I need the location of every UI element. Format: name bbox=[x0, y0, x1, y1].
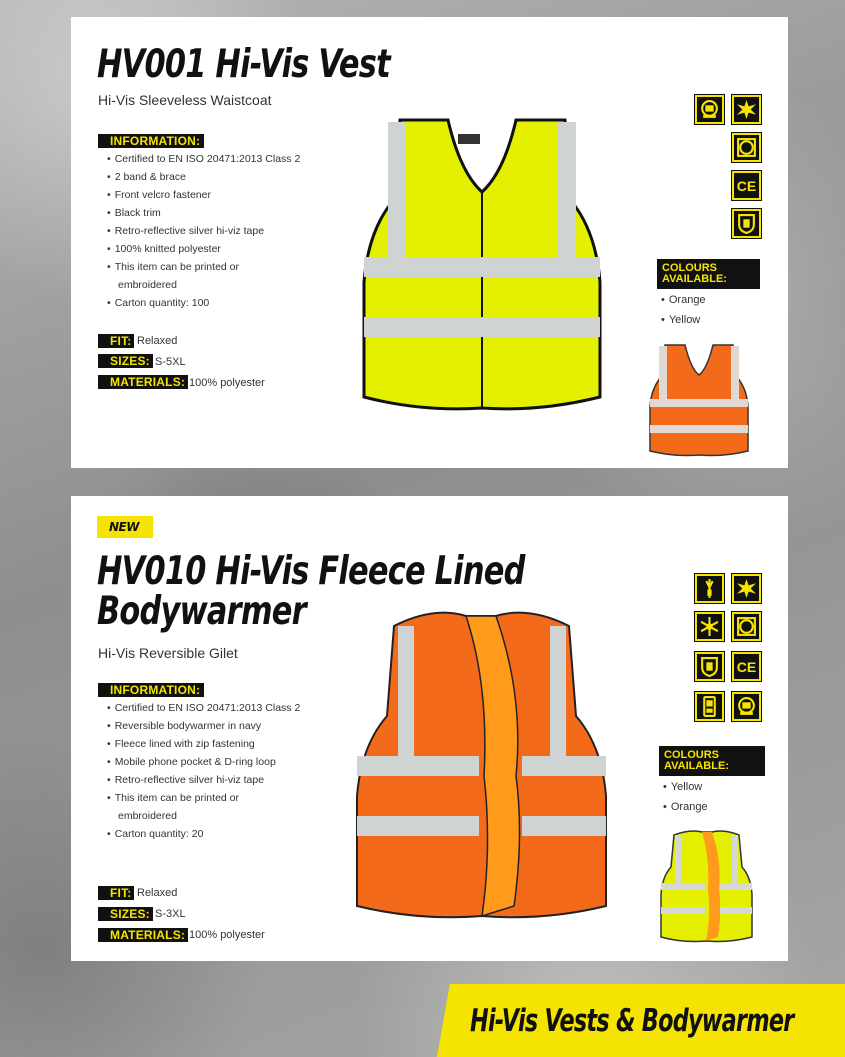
wash-icon bbox=[732, 612, 761, 641]
safety-badge-icon bbox=[695, 95, 724, 124]
information-list bbox=[107, 150, 300, 312]
section-title: Hi-Vis Vests & Bodywarmer bbox=[470, 1003, 794, 1039]
list-item: • Fleece lined with zip fastening bbox=[107, 735, 300, 753]
sizes-label: SIZES: bbox=[98, 354, 153, 368]
ce-mark-icon: CE bbox=[732, 652, 761, 681]
information-list bbox=[107, 699, 300, 843]
information-label: INFORMATION: bbox=[98, 683, 204, 697]
list-item: • Reversible bodywarmer in navy bbox=[107, 717, 300, 735]
orange-bodywarmer-image bbox=[354, 606, 609, 921]
yellow-hi-vis-vest-image bbox=[360, 112, 605, 412]
colour-option: • Orange bbox=[661, 290, 706, 310]
list-item: • Black trim bbox=[107, 204, 300, 222]
colour-option: • Yellow bbox=[661, 310, 706, 330]
wash-icon bbox=[732, 133, 761, 162]
list-item: • This item can be printed or bbox=[107, 258, 300, 276]
list-item: embroidered bbox=[118, 810, 177, 822]
colours-available-label: COLOURS AVAILABLE: bbox=[659, 746, 765, 776]
materials-value: 100% polyester bbox=[189, 929, 265, 941]
colour-list bbox=[663, 777, 708, 817]
snowflake-icon bbox=[695, 612, 724, 641]
product-title-line-2: Bodywarmer bbox=[97, 589, 306, 634]
certification-shield-icon bbox=[732, 209, 761, 238]
list-item: • Certified to EN ISO 20471:2013 Class 2 bbox=[107, 150, 300, 168]
product-card-hv001 bbox=[71, 17, 788, 468]
fit-label: FIT: bbox=[98, 334, 134, 348]
orange-vest-thumbnail bbox=[649, 341, 749, 457]
ce-mark-icon: CE bbox=[732, 171, 761, 200]
list-item: • Carton quantity: 20 bbox=[107, 825, 300, 843]
product-card-hv010 bbox=[71, 496, 788, 961]
product-title: HV001 Hi-Vis Vest bbox=[97, 42, 390, 87]
information-label: INFORMATION: bbox=[98, 134, 204, 148]
colour-option: • Orange bbox=[663, 797, 708, 817]
list-item: • Mobile phone pocket & D-ring loop bbox=[107, 753, 300, 771]
hi-vis-burst-icon bbox=[732, 95, 761, 124]
materials-label: MATERIALS: bbox=[98, 928, 188, 942]
materials-value: 100% polyester bbox=[189, 377, 265, 389]
colours-available-label: COLOURS AVAILABLE: bbox=[657, 259, 760, 289]
new-badge: NEW bbox=[97, 516, 153, 538]
colour-list bbox=[661, 290, 706, 330]
certification-shield-icon bbox=[695, 652, 724, 681]
mobile-phone-icon bbox=[695, 692, 724, 721]
materials-label: MATERIALS: bbox=[98, 375, 188, 389]
list-item: • Front velcro fastener bbox=[107, 186, 300, 204]
fit-value: Relaxed bbox=[137, 335, 178, 347]
product-title: HV010 Hi-Vis Fleece Lined bbox=[97, 549, 525, 594]
list-item: • This item can be printed or bbox=[107, 789, 300, 807]
sizes-label: SIZES: bbox=[98, 907, 153, 921]
product-subtitle: Hi-Vis Sleeveless Waistcoat bbox=[98, 92, 272, 108]
product-subtitle: Hi-Vis Reversible Gilet bbox=[98, 645, 238, 661]
list-item: • 100% knitted polyester bbox=[107, 240, 300, 258]
list-item: • Carton quantity: 100 bbox=[107, 294, 300, 312]
list-item: • Retro-reflective silver hi-viz tape bbox=[107, 222, 300, 240]
list-item: • Certified to EN ISO 20471:2013 Class 2 bbox=[107, 699, 300, 717]
sizes-value: S-3XL bbox=[155, 908, 186, 920]
safety-badge-icon bbox=[732, 692, 761, 721]
list-item: • Retro-reflective silver hi-viz tape bbox=[107, 771, 300, 789]
sizes-value: S-5XL bbox=[155, 356, 186, 368]
colour-option: • Yellow bbox=[663, 777, 708, 797]
list-item: • 2 band & brace bbox=[107, 168, 300, 186]
zip-icon bbox=[695, 574, 724, 603]
fit-label: FIT: bbox=[98, 886, 134, 900]
fit-value: Relaxed bbox=[137, 887, 178, 899]
hi-vis-burst-icon bbox=[732, 574, 761, 603]
yellow-bodywarmer-thumbnail bbox=[660, 829, 753, 943]
list-item: embroidered bbox=[118, 279, 177, 291]
